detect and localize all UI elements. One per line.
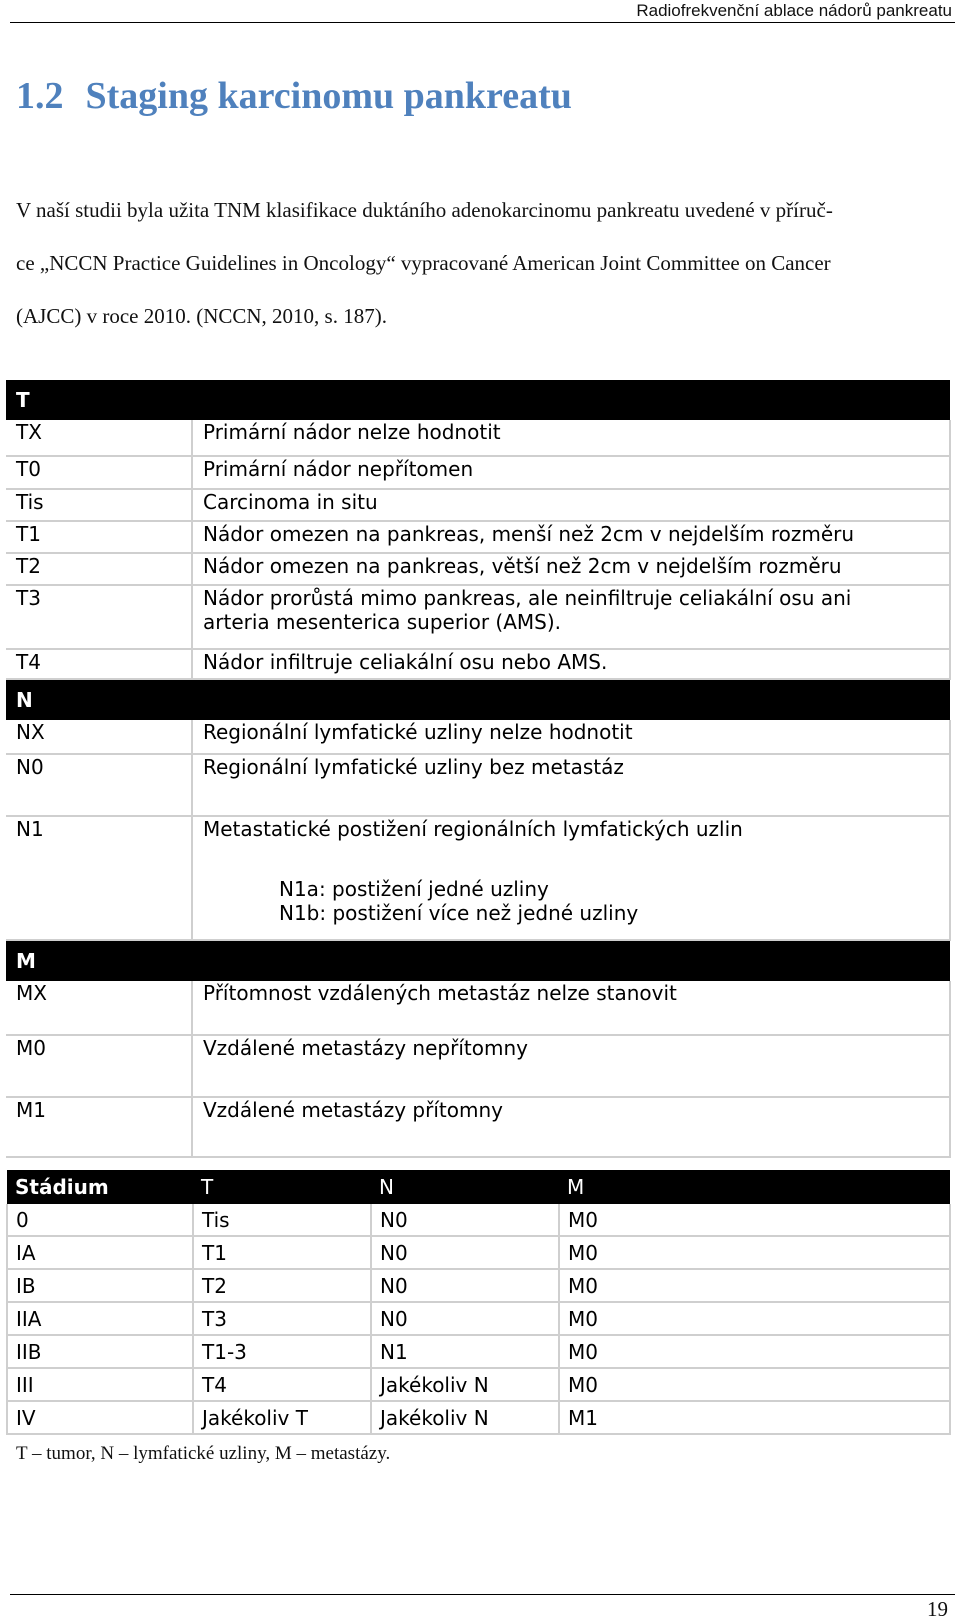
table-row (6, 553, 950, 585)
stage-description: Nádor infiltruje celiakální osu nebo AMS. (192, 649, 950, 679)
t-cell: T4 (193, 1368, 371, 1401)
t-cell: T1-3 (193, 1335, 371, 1368)
t-cell: T3 (193, 1302, 371, 1335)
m-section-label: M (6, 940, 192, 981)
staging-row (7, 1401, 950, 1434)
stage-description: Vzdálené metastázy přítomny (192, 1097, 950, 1157)
header-rule (10, 22, 955, 23)
n-cell: Jakékoliv N (371, 1401, 559, 1434)
staging-row (7, 1335, 950, 1368)
footer-rule (10, 1594, 955, 1595)
m-cell: M0 (559, 1204, 950, 1236)
m-cell: M0 (559, 1335, 950, 1368)
stage-description: Regionální lymfatické uzliny nelze hodnotit (192, 720, 950, 754)
stage-code: T3 (6, 585, 192, 649)
stage-description: Carcinoma in situ (192, 489, 950, 521)
n-cell: Jakékoliv N (371, 1368, 559, 1401)
description-line: arteria mesenterica superior (AMS). (203, 610, 562, 634)
sub-description: N1b: postižení více než jedné uzliny (279, 901, 639, 925)
stage-code: T1 (6, 521, 192, 553)
t-cell: Tis (193, 1204, 371, 1236)
table-row (6, 816, 950, 940)
m-cell: M1 (559, 1401, 950, 1434)
header-stage: Stádium (7, 1170, 193, 1204)
m-cell: M0 (559, 1269, 950, 1302)
table-row (6, 489, 950, 521)
section-title: Staging karcinomu pankreatu (85, 75, 572, 117)
t-cell: Jakékoliv T (193, 1401, 371, 1434)
staging-row (7, 1236, 950, 1269)
description-line: Metastatické postižení regionálních lymfatických uzlin (203, 817, 743, 841)
n-section-header (6, 679, 950, 720)
m-cell: M0 (559, 1236, 950, 1269)
table-row (6, 521, 950, 553)
stage-code: M0 (6, 1035, 192, 1097)
n-cell: N0 (371, 1236, 559, 1269)
staging-header-row (7, 1170, 950, 1204)
table-row (6, 981, 950, 1035)
section-number: 1.2 (16, 75, 64, 117)
stage-code: N0 (6, 754, 192, 816)
stage-code: MX (6, 981, 192, 1035)
tnm-classification-table (6, 380, 951, 1158)
stage-cell: IIB (7, 1335, 193, 1368)
table-row (6, 456, 950, 489)
stage-description: Nádor omezen na pankreas, menší než 2cm v nejdelším rozměru (192, 521, 950, 553)
n-cell: N0 (371, 1269, 559, 1302)
t-cell: T2 (193, 1269, 371, 1302)
paragraph-line: V naší studii byla užita TNM klasifikace duktáního adenokarcinomu pankreatu uvedené v příruč- (16, 198, 833, 222)
table-row (6, 754, 950, 816)
running-header: Radiofrekvenční ablace nádorů pankreatu (636, 1, 952, 20)
m-cell: M0 (559, 1302, 950, 1335)
stage-cell: IA (7, 1236, 193, 1269)
n-section-label: N (6, 679, 192, 720)
intro-paragraph (16, 184, 951, 343)
table-row (6, 1097, 950, 1157)
stage-cell: IB (7, 1269, 193, 1302)
staging-row (7, 1302, 950, 1335)
t-cell: T1 (193, 1236, 371, 1269)
table-caption: T – tumor, N – lymfatické uzliny, M – metastázy. (16, 1443, 391, 1464)
stage-description: Nádor omezen na pankreas, větší než 2cm v nejdelším rozměru (192, 553, 950, 585)
staging-row (7, 1269, 950, 1302)
n-cell: N0 (371, 1204, 559, 1236)
page-number: 19 (927, 1597, 948, 1621)
sub-description: N1a: postižení jedné uzliny (279, 877, 549, 901)
stage-code: T0 (6, 456, 192, 489)
t-section-label: T (6, 380, 192, 420)
stage-code: NX (6, 720, 192, 754)
header-n: N (371, 1170, 559, 1204)
stage-cell: 0 (7, 1204, 193, 1236)
stage-code: Tis (6, 489, 192, 521)
stage-code: TX (6, 420, 192, 456)
stage-description: Primární nádor nepřítomen (192, 456, 950, 489)
n-cell: N0 (371, 1302, 559, 1335)
stage-code: N1 (6, 816, 192, 940)
staging-row (7, 1368, 950, 1401)
header-t: T (193, 1170, 371, 1204)
staging-row (7, 1204, 950, 1236)
n-cell: N1 (371, 1335, 559, 1368)
paragraph-line: ce „NCCN Practice Guidelines in Oncology“ vypracované American Joint Committee on Cancer (16, 251, 831, 275)
stage-description (192, 585, 950, 649)
stage-code: T4 (6, 649, 192, 679)
description-line: Nádor prorůstá mimo pankreas, ale neinfiltruje celiakální osu ani (203, 586, 852, 610)
table-row (6, 420, 950, 456)
stage-description: Přítomnost vzdálených metastáz nelze stanovit (192, 981, 950, 1035)
stage-description: Vzdálené metastázy nepřítomny (192, 1035, 950, 1097)
table-row (6, 649, 950, 679)
staging-table (6, 1170, 951, 1435)
stage-cell: IIA (7, 1302, 193, 1335)
t-section-header (6, 380, 950, 420)
header-m: M (559, 1170, 950, 1204)
m-section-header (6, 940, 950, 981)
table-row (6, 720, 950, 754)
m-cell: M0 (559, 1368, 950, 1401)
stage-description: Regionální lymfatické uzliny bez metastáz (192, 754, 950, 816)
stage-description (192, 816, 950, 940)
stage-code: M1 (6, 1097, 192, 1157)
paragraph-line: (AJCC) v roce 2010. (NCCN, 2010, s. 187). (16, 304, 387, 328)
stage-cell: IV (7, 1401, 193, 1434)
stage-code: T2 (6, 553, 192, 585)
table-row (6, 585, 950, 649)
table-row (6, 1035, 950, 1097)
stage-cell: III (7, 1368, 193, 1401)
stage-description: Primární nádor nelze hodnotit (192, 420, 950, 456)
section-heading (16, 74, 594, 118)
